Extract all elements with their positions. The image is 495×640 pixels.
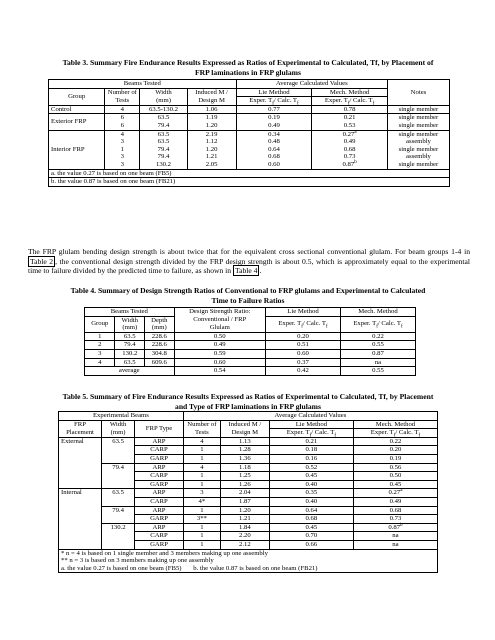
t3-cell-mech: 0.78 <box>312 105 388 114</box>
t3-cell-number: 3 <box>105 138 140 146</box>
t3-cell-lie: 0.49 <box>236 122 312 130</box>
t3-cell-width: 63.5-130.2 <box>140 105 187 114</box>
t3-cell-mech: 0.87$^b$ <box>312 161 388 169</box>
t3-hdr-mech: Mech. Method <box>312 88 388 97</box>
t3-cell-number: 3 <box>105 161 140 169</box>
paragraph-text-2: , the conventional design strength divided by the FRP design strength is about 0.5, which is approximately equal to the experimental time to failure divided by the predicted time to failure, as shown in <box>28 256 471 276</box>
t4-hdr-ratio-mech: Exper. $T_f/$ Calc. $T_f$ <box>340 316 415 332</box>
t3-cell-mech: 0.73 <box>312 153 388 161</box>
t3-cell-induced: 1.06 <box>187 105 236 114</box>
t3-cell-notes: single member <box>387 130 449 138</box>
t3-cell-number: 1 <box>105 146 140 154</box>
table3-body <box>49 105 450 169</box>
t4-cell-depth: 228.6 <box>145 332 174 341</box>
t5-cell-number: 1 <box>183 472 220 481</box>
t5-cell-induced: 2.20 <box>220 532 269 541</box>
table5-caption-line2: and Type of FRP laminations in FRP glulams <box>175 401 321 411</box>
t5-cell-number: 1 <box>183 523 220 532</box>
t5-row <box>59 523 438 532</box>
t5-cell-induced: 1.20 <box>220 506 269 515</box>
t3-cell-width: 63.5 <box>140 130 187 138</box>
t5-cell-frp-type: CARP <box>135 472 184 481</box>
t4-hdr-ratio-lie: Exper. $T_f/$ Calc. $T_f$ <box>266 316 341 332</box>
t4-cell-group: 1 <box>85 332 115 341</box>
t3-cell-lie: 0.34 <box>236 130 312 138</box>
table4 <box>84 307 416 376</box>
t5-cell-number: 1 <box>183 540 220 549</box>
t5-cell-lie: 0.18 <box>269 446 353 455</box>
t3-cell-notes: assembly <box>387 138 449 146</box>
t4-hdr-width: Width <box>115 316 145 324</box>
table4-caption-line1: Table 4. Summary of Design Strength Ratios of Conventional to FRP glulams and Experimental to Calculated <box>70 286 426 295</box>
t5-cell-mech: na <box>353 532 437 541</box>
t5-note-3b: b. the value 0.87 is based on one beam (FB21) <box>193 564 318 572</box>
t3-hdr-width: Width <box>140 88 187 97</box>
t3-hdr-lie: Lie Method <box>236 88 312 97</box>
t3-cell-induced: 1.12 <box>187 138 236 146</box>
t5-cell-mech: 0.87$^b$ <box>353 523 437 532</box>
t3-hdr-group: Group <box>49 88 105 105</box>
table2-reference-link[interactable]: Table 2 <box>30 256 54 266</box>
t5-cell-placement: Internal <box>59 489 102 549</box>
t3-cell-group: Interior FRP <box>49 130 105 169</box>
t5-hdr-frp-placement: FRP Placement <box>59 420 102 437</box>
t5-row <box>59 437 438 446</box>
t5-cell-induced: 1.28 <box>220 446 269 455</box>
paragraph-text-3: . <box>259 266 262 276</box>
t4-cell-group: 4 <box>85 358 115 367</box>
table5-caption-line1: Table 5. Summary of Fire Endurance Results Expressed as Ratios of Experimental to Calculated, Tf, by Placement <box>62 392 434 401</box>
t5-cell-number: 1 <box>183 506 220 515</box>
t4-cell-depth: 304.8 <box>145 349 174 358</box>
t4-cell-mech: 0.22 <box>340 332 415 341</box>
t5-cell-mech: 0.19 <box>353 454 437 463</box>
t5-hdr-mech: Mech. Method <box>353 420 437 429</box>
t5-cell-induced: 1.26 <box>220 480 269 489</box>
t5-cell-number: 3 <box>183 489 220 498</box>
t5-cell-lie: 0.16 <box>269 454 353 463</box>
t4-cell-ratio: 0.59 <box>174 349 265 358</box>
t5-cell-lie: 0.70 <box>269 532 353 541</box>
t5-cell-number: 4 <box>183 437 220 446</box>
t5-cell-number: 3** <box>183 515 220 524</box>
t3-cell-group: Exterior FRP <box>49 114 105 130</box>
t5-hdr-lie: Lie Method <box>269 420 353 429</box>
t5-cell-number: 4 <box>183 463 220 472</box>
t5-cell-induced: 1.13 <box>220 437 269 446</box>
t4-cell-lie: 0.60 <box>266 349 341 358</box>
t4-cell-lie: 0.20 <box>266 332 341 341</box>
t3-cell-induced: 2.05 <box>187 161 236 169</box>
table4-caption <box>28 286 468 305</box>
table4-reference-link[interactable]: Table 4 <box>234 266 258 276</box>
t4-cell-mech: 0.87 <box>340 349 415 358</box>
t5-cell-induced: 1.36 <box>220 454 269 463</box>
t5-cell-mech: 0.73 <box>353 515 437 524</box>
table3 <box>48 79 450 187</box>
t3-cell-notes: assembly <box>387 153 449 161</box>
t3-cell-group: Control <box>49 105 105 114</box>
t5-cell-number: 1 <box>183 480 220 489</box>
t3-cell-width: 79.4 <box>140 146 187 154</box>
t4-avg-ratio: 0.54 <box>174 367 265 376</box>
table4-caption-line2: Time to Failure Ratios <box>211 295 285 305</box>
t3-hdr-notes: Notes <box>387 80 449 106</box>
t3-cell-number: 4 <box>105 130 140 138</box>
t5-hdr-avg-calc: Average Calculated Values <box>183 412 437 421</box>
t5-hdr-exp-beams: Experimental Beams <box>59 412 184 421</box>
t3-hdr-number: Number of Tests <box>105 88 140 105</box>
t3-cell-mech: 0.21 <box>312 114 388 122</box>
t4-avg-mech: 0.55 <box>340 367 415 376</box>
t4-hdr-group: Group <box>85 316 115 332</box>
t5-cell-lie: 0.40 <box>269 480 353 489</box>
t5-cell-lie: 0.45 <box>269 523 353 532</box>
t5-row <box>59 489 438 498</box>
t5-note-3 <box>59 565 438 573</box>
t3-hdr-avg-calc: Average Calculated Values <box>236 80 387 89</box>
t5-cell-number: 1 <box>183 532 220 541</box>
t3-row <box>49 161 450 169</box>
t5-note-1: * n = 4 is based on 1 single member and 3 members making up one assembly <box>59 549 438 557</box>
t5-row <box>59 506 438 515</box>
t4-hdr-design-ratio: Design Strength Ratio: <box>174 308 265 317</box>
t4-hdr-depth-unit: (mm) <box>145 324 174 332</box>
t5-cell-frp-type: ARP <box>135 463 184 472</box>
t3-hdr-beams-tested: Beams Tested <box>49 80 237 89</box>
t5-cell-placement: External <box>59 437 102 489</box>
t3-cell-induced: 1.19 <box>187 114 236 122</box>
t3-cell-number: 3 <box>105 153 140 161</box>
t3-cell-notes: single member <box>387 105 449 114</box>
t3-cell-lie: 0.68 <box>236 153 312 161</box>
t3-cell-notes: single member <box>387 161 449 169</box>
t5-hdr-width: Width <box>102 420 135 429</box>
table4-body <box>85 332 416 366</box>
t4-row <box>85 349 416 358</box>
t3-note-a: a. the value 0.27 is based on one beam (FB5) <box>49 169 450 178</box>
t4-avg-label: average <box>85 367 175 376</box>
table3-caption-line2: FRP laminations in FRP glulams <box>195 67 301 77</box>
t4-cell-group: 3 <box>85 349 115 358</box>
t5-cell-lie: 0.40 <box>269 497 353 506</box>
t4-cell-mech: na <box>340 358 415 367</box>
t3-cell-number: 6 <box>105 122 140 130</box>
t4-row <box>85 341 416 350</box>
t5-hdr-induced: Induced M / Design M <box>220 420 269 437</box>
t3-hdr-width-unit: (mm) <box>140 97 187 106</box>
t4-hdr-width-unit: (mm) <box>115 324 145 332</box>
t5-cell-number: 4* <box>183 497 220 506</box>
t3-cell-notes: single member <box>387 122 449 130</box>
t5-hdr-frp-type: FRP Type <box>135 420 184 437</box>
t5-cell-frp-type: GARP <box>135 540 184 549</box>
t3-cell-lie: 0.77 <box>236 105 312 114</box>
t3-cell-induced: 1.21 <box>187 153 236 161</box>
t3-cell-number: 4 <box>105 105 140 114</box>
t3-cell-lie: 0.19 <box>236 114 312 122</box>
t5-cell-lie: 0.35 <box>269 489 353 498</box>
table3-caption-line1: Table 3. Summary Fire Endurance Results Expressed as Ratios of Experimental to Calculated, Tf, by Placement of <box>62 58 434 67</box>
t5-note-2: ** n = 3 is based on 3 members making up one assembly <box>59 557 438 565</box>
t5-hdr-ratio-mech: Exper. $T_f/$ Calc. $T_f$ <box>353 429 437 438</box>
t5-cell-number: 1 <box>183 454 220 463</box>
t3-cell-lie: 0.48 <box>236 138 312 146</box>
t3-cell-number: 6 <box>105 114 140 122</box>
t3-cell-mech: 0.53 <box>312 122 388 130</box>
t5-cell-induced: 2.04 <box>220 489 269 498</box>
t5-cell-mech: 0.22 <box>353 437 437 446</box>
body-paragraph <box>28 247 470 276</box>
t3-hdr-ratio-lie: Exper. $T_f/$ Calc. $T_f$ <box>236 97 312 106</box>
t4-cell-width: 130.2 <box>115 349 145 358</box>
t3-row <box>49 153 450 161</box>
t5-cell-lie: 0.45 <box>269 472 353 481</box>
t5-note-3a: a. the value 0.27 is based on one beam (FB5) <box>61 564 182 572</box>
t5-cell-induced: 1.18 <box>220 463 269 472</box>
t5-cell-mech: 0.49 <box>353 497 437 506</box>
t3-cell-lie: 0.64 <box>236 146 312 154</box>
t5-hdr-number: Number of Tests <box>183 420 220 437</box>
t5-cell-mech: 0.68 <box>353 506 437 515</box>
t5-cell-frp-type: CARP <box>135 532 184 541</box>
t5-cell-width: 63.5 <box>102 489 135 506</box>
t5-cell-frp-type: ARP <box>135 506 184 515</box>
t3-cell-width: 63.5 <box>140 138 187 146</box>
t3-cell-mech: 0.68 <box>312 146 388 154</box>
t3-cell-notes: single member <box>387 146 449 154</box>
t5-cell-induced: 1.87 <box>220 497 269 506</box>
t3-cell-width: 79.4 <box>140 122 187 130</box>
t4-hdr-beams-tested: Beams Tested <box>85 308 175 317</box>
paragraph-text-1: The FRP glulam bending design strength is about twice that for the equivalent cross sectional conventional glulam. For beam groups 1-4 in <box>28 247 470 256</box>
t3-cell-notes: single member <box>387 114 449 122</box>
t4-hdr-mech: Mech. Method <box>340 308 415 317</box>
table3-caption <box>28 58 468 77</box>
t3-cell-mech: 0.49 <box>312 138 388 146</box>
t5-cell-lie: 0.66 <box>269 540 353 549</box>
t4-cell-width: 63.5 <box>115 332 145 341</box>
t5-cell-mech: na <box>353 540 437 549</box>
t5-cell-width: 130.2 <box>102 523 135 549</box>
t5-cell-number: 1 <box>183 446 220 455</box>
t5-hdr-width-unit: (mm) <box>102 429 135 438</box>
t3-row <box>49 146 450 154</box>
table5-body <box>59 437 438 549</box>
t3-row <box>49 114 450 122</box>
t3-row <box>49 138 450 146</box>
t4-cell-ratio: 0.50 <box>174 332 265 341</box>
t3-cell-width: 63.5 <box>140 114 187 122</box>
t5-cell-induced: 2.12 <box>220 540 269 549</box>
t5-cell-frp-type: ARP <box>135 489 184 498</box>
t4-cell-width: 63.5 <box>115 358 145 367</box>
t4-hdr-design-ratio-3: Glulam <box>174 324 265 332</box>
t3-cell-width: 130.2 <box>140 161 187 169</box>
t5-cell-mech: 0.20 <box>353 446 437 455</box>
t5-cell-frp-type: ARP <box>135 437 184 446</box>
t5-cell-frp-type: GARP <box>135 480 184 489</box>
t3-row <box>49 105 450 114</box>
t5-cell-width: 79.4 <box>102 463 135 489</box>
t4-row <box>85 358 416 367</box>
t3-cell-lie: 0.60 <box>236 161 312 169</box>
t5-cell-frp-type: CARP <box>135 446 184 455</box>
t3-cell-mech: 0.27$^a$ <box>312 130 388 138</box>
t4-cell-ratio: 0.60 <box>174 358 265 367</box>
t5-cell-frp-type: GARP <box>135 515 184 524</box>
t5-row <box>59 463 438 472</box>
t3-hdr-induced: Induced M / Design M <box>187 88 236 105</box>
t5-cell-frp-type: GARP <box>135 454 184 463</box>
t4-avg-lie: 0.42 <box>266 367 341 376</box>
t4-cell-width: 79.4 <box>115 341 145 350</box>
table5-caption <box>28 392 468 411</box>
t5-cell-width: 79.4 <box>102 506 135 523</box>
t4-cell-ratio: 0.49 <box>174 341 265 350</box>
t5-cell-lie: 0.21 <box>269 437 353 446</box>
t4-cell-depth: 609.6 <box>145 358 174 367</box>
t5-cell-lie: 0.64 <box>269 506 353 515</box>
t5-cell-induced: 1.21 <box>220 515 269 524</box>
t5-cell-lie: 0.68 <box>269 515 353 524</box>
t4-cell-group: 2 <box>85 341 115 350</box>
t5-cell-mech: 0.56 <box>353 463 437 472</box>
t5-cell-frp-type: CARP <box>135 497 184 506</box>
t3-row <box>49 122 450 130</box>
t4-hdr-depth: Depth <box>145 316 174 324</box>
t4-hdr-lie: Lie Method <box>266 308 341 317</box>
t3-cell-induced: 1.20 <box>187 146 236 154</box>
t5-cell-mech: 0.27$^a$ <box>353 489 437 498</box>
t5-cell-induced: 1.25 <box>220 472 269 481</box>
t5-cell-mech: 0.50 <box>353 472 437 481</box>
t4-cell-lie: 0.51 <box>266 341 341 350</box>
t5-hdr-ratio-lie: Exper. $T_f/$ Calc. $T_f$ <box>269 429 353 438</box>
t3-cell-width: 79.4 <box>140 153 187 161</box>
t3-note-b: b. the value 0.87 is based on one beam (FB21) <box>49 178 450 187</box>
t3-cell-induced: 1.20 <box>187 122 236 130</box>
t3-hdr-ratio-mech: Exper. $T_f/$ Calc. $T_f$ <box>312 97 388 106</box>
t4-cell-mech: 0.55 <box>340 341 415 350</box>
t3-row <box>49 130 450 138</box>
t4-hdr-design-ratio-2: Conventional / FRP <box>174 316 265 324</box>
t5-cell-mech: 0.45 <box>353 480 437 489</box>
t4-cell-lie: 0.37 <box>266 358 341 367</box>
t5-cell-induced: 1.84 <box>220 523 269 532</box>
t5-cell-width: 63.5 <box>102 437 135 463</box>
t3-cell-induced: 2.19 <box>187 130 236 138</box>
table5 <box>58 411 438 573</box>
t5-cell-frp-type: ARP <box>135 523 184 532</box>
t5-cell-lie: 0.52 <box>269 463 353 472</box>
t4-row <box>85 332 416 341</box>
t4-cell-depth: 228.6 <box>145 341 174 350</box>
